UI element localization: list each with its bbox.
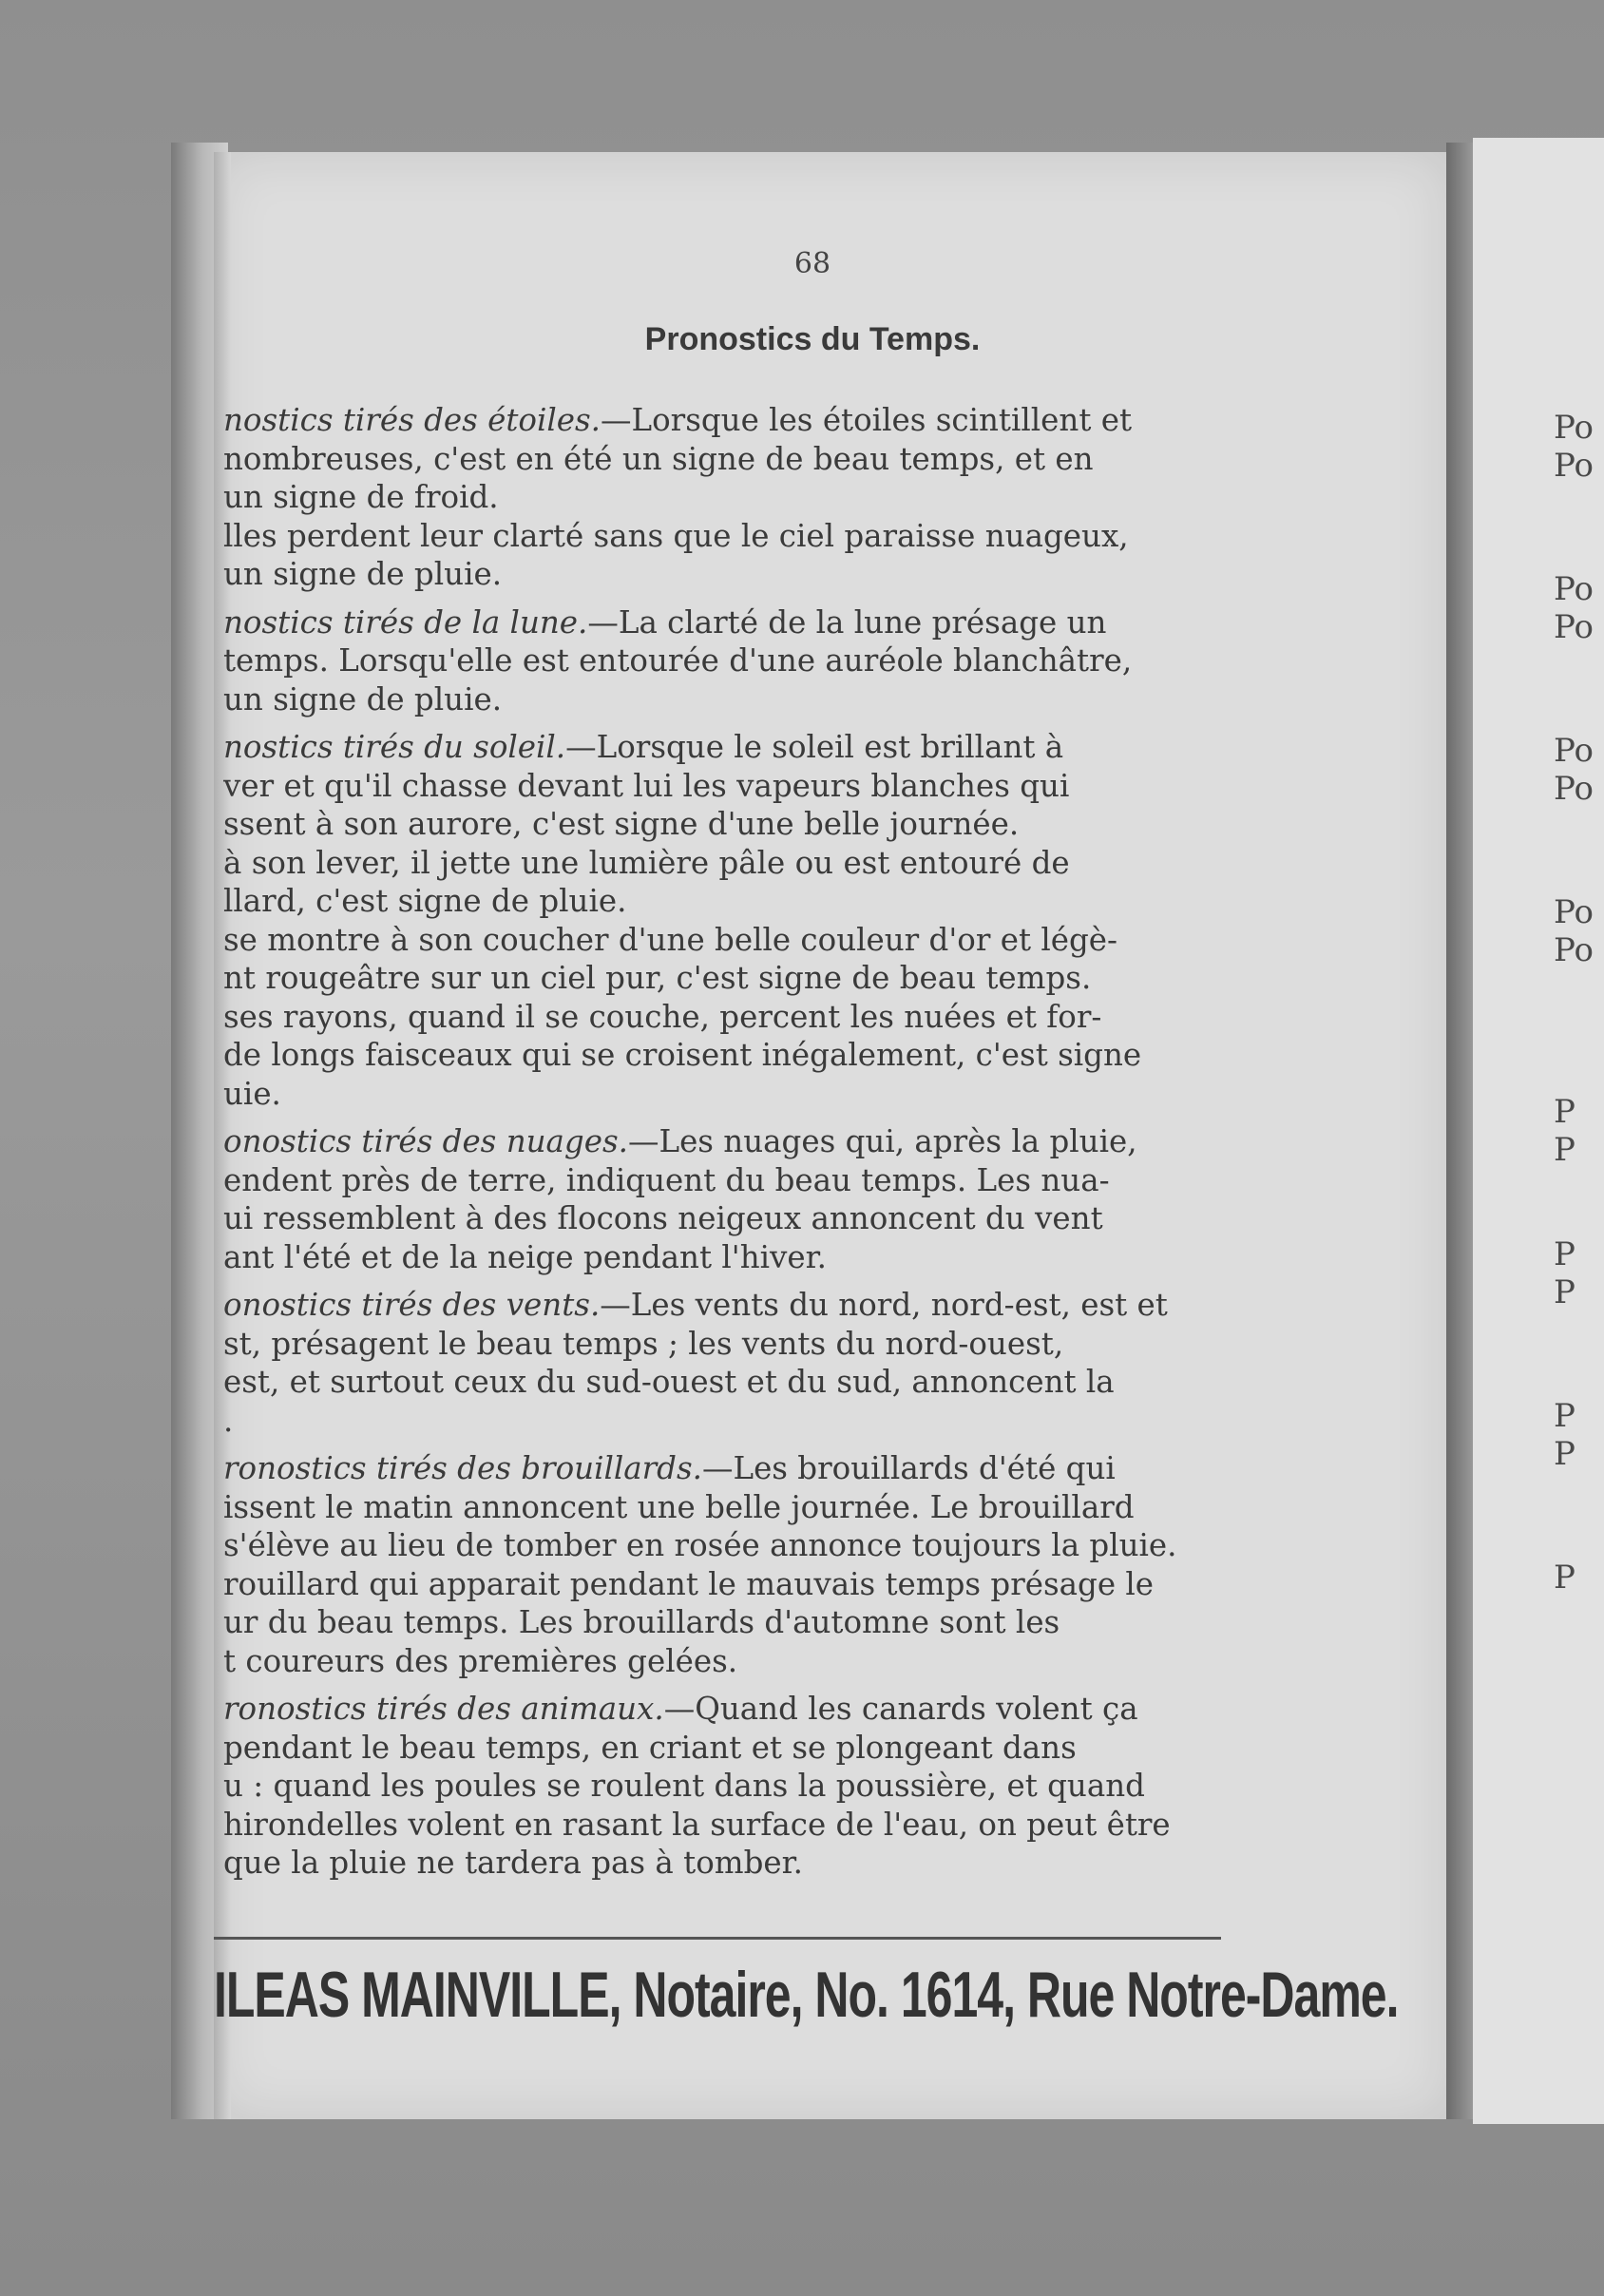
right-page-text-fragment: P xyxy=(1554,1559,1575,1597)
text-line xyxy=(223,1036,1221,1075)
line-text: . xyxy=(223,1402,234,1439)
advertisement-footer: ILEAS MAINVILLE, Notaire, No. 1614, Rue Notre-Dame. xyxy=(214,1959,1399,2031)
text-line xyxy=(223,478,1221,517)
line-text: est, et surtout ceux du sud-ouest et du sud, annoncent la xyxy=(223,1364,1115,1400)
line-text: lles perdent leur clarté sans que le ciel paraisse nuageux, xyxy=(223,517,1129,554)
right-page-text-fragment: Po xyxy=(1554,447,1594,485)
line-text: pendant le beau temps, en criant et se plongeant dans xyxy=(223,1729,1077,1766)
text-line xyxy=(223,401,1221,440)
text-line xyxy=(223,1199,1221,1238)
line-text: un signe de pluie. xyxy=(223,556,503,592)
page-body xyxy=(223,401,1221,1883)
paragraph-gap xyxy=(223,1113,1221,1122)
text-line xyxy=(223,1161,1221,1200)
text-line xyxy=(223,440,1221,479)
text-line xyxy=(223,844,1221,883)
text-line xyxy=(223,1286,1221,1325)
line-text: ui ressemblent à des flocons neigeux annoncent du vent xyxy=(223,1200,1103,1236)
line-text: —Quand les canards volent ça xyxy=(663,1691,1138,1727)
text-line xyxy=(223,603,1221,642)
page-number: 68 xyxy=(793,247,831,280)
line-text: —Les nuages qui, après la pluie, xyxy=(627,1123,1137,1159)
text-line xyxy=(223,1526,1221,1565)
right-page-text-fragment: Po xyxy=(1554,893,1594,931)
paragraph-heading: onostics tirés des nuages. xyxy=(223,1123,628,1159)
right-page-text-fragment: P xyxy=(1554,1397,1575,1435)
line-text: de longs faisceaux qui se croisent inégalement, c'est signe xyxy=(223,1037,1142,1073)
line-text: hirondelles volent en rasant la surface de l'eau, on peut être xyxy=(223,1806,1171,1843)
text-line xyxy=(223,1122,1221,1161)
line-text: se montre à son coucher d'une belle couleur d'or et légè- xyxy=(223,921,1117,958)
text-line xyxy=(223,767,1221,806)
text-line xyxy=(223,517,1221,556)
text-line xyxy=(223,921,1221,960)
right-page-text-fragment: P xyxy=(1554,1235,1575,1273)
line-text: issent le matin annoncent une belle journée. Le brouillard xyxy=(223,1488,1135,1525)
line-text: nt rougeâtre sur un ciel pur, c'est signe de beau temps. xyxy=(223,960,1092,996)
paragraph-gap xyxy=(223,594,1221,603)
paragraph-heading: ronostics tirés des animaux. xyxy=(223,1691,664,1727)
text-line xyxy=(223,1565,1221,1604)
paragraph-gap xyxy=(223,1276,1221,1286)
line-text: —Lorsque les étoiles scintillent et xyxy=(601,402,1133,438)
right-page-text-fragment: Po xyxy=(1554,732,1594,770)
text-line xyxy=(223,1729,1221,1768)
line-text: —Lorsque le soleil est brillant à xyxy=(565,729,1064,765)
text-line xyxy=(223,1488,1221,1527)
text-line xyxy=(223,1603,1221,1642)
line-text: temps. Lorsqu'elle est entourée d'une auréole blanchâtre, xyxy=(223,642,1133,679)
text-line xyxy=(223,1767,1221,1806)
line-text: ses rayons, quand il se couche, percent les nuées et for- xyxy=(223,998,1102,1035)
text-line xyxy=(223,1402,1221,1441)
text-line xyxy=(223,1325,1221,1364)
page-title: Pronostics du Temps. xyxy=(644,321,981,357)
text-line xyxy=(223,1642,1221,1681)
paragraph-heading: nostics tirés du soleil. xyxy=(223,729,566,765)
text-line xyxy=(223,641,1221,680)
line-text: t coureurs des premières gelées. xyxy=(223,1642,738,1679)
right-page-text-fragment: Po xyxy=(1554,570,1594,608)
right-page-text-fragment: Po xyxy=(1554,931,1594,969)
line-text: st, présagent le beau temps ; les vents du nord-ouest, xyxy=(223,1325,1064,1362)
line-text: —La clarté de la lune présage un xyxy=(587,603,1107,641)
line-text: à son lever, il jette une lumière pâle ou est entouré de xyxy=(223,844,1070,881)
book-page xyxy=(214,152,1449,2119)
line-text: endent près de terre, indiquent du beau temps. Les nua- xyxy=(223,1161,1110,1198)
line-text: un signe de froid. xyxy=(223,479,499,515)
page-gap-shadow xyxy=(1446,143,1475,2119)
text-line xyxy=(223,805,1221,844)
text-line xyxy=(223,959,1221,998)
text-line xyxy=(223,680,1221,719)
paragraph-gap xyxy=(223,1440,1221,1449)
footer-rule xyxy=(214,1937,1221,1940)
line-text: u : quand les poules se roulent dans la poussière, et quand xyxy=(223,1768,1145,1804)
line-text: ant l'été et de la neige pendant l'hiver. xyxy=(223,1238,827,1275)
line-text: rouillard qui apparait pendant le mauvais temps présage le xyxy=(223,1565,1155,1602)
paragraph-heading: nostics tirés de la lune. xyxy=(223,603,588,641)
right-page-text-fragment: P xyxy=(1554,1093,1575,1131)
text-line xyxy=(223,1844,1221,1883)
paragraph-heading: ronostics tirés des brouillards. xyxy=(223,1450,702,1486)
paragraph-gap xyxy=(223,1680,1221,1690)
line-text: ssent à son aurore, c'est signe d'une belle journée. xyxy=(223,806,1020,842)
right-page-text-fragment: Po xyxy=(1554,409,1594,447)
text-line xyxy=(223,728,1221,767)
line-text: —Les brouillards d'été qui xyxy=(701,1450,1116,1486)
paragraph-heading: nostics tirés des étoiles. xyxy=(223,402,602,438)
text-line xyxy=(223,1075,1221,1114)
text-line xyxy=(223,1690,1221,1729)
line-text: nombreuses, c'est en été un signe de beau temps, et en xyxy=(223,440,1094,477)
text-line xyxy=(223,998,1221,1037)
line-text: que la pluie ne tardera pas à tomber. xyxy=(223,1845,803,1881)
text-line xyxy=(223,1363,1221,1402)
line-text: ur du beau temps. Les brouillards d'automne sont les xyxy=(223,1604,1060,1640)
line-text: uie. xyxy=(223,1075,281,1112)
line-text: ver et qu'il chasse devant lui les vapeurs blanches qui xyxy=(223,767,1070,804)
right-page-text-fragment: P xyxy=(1554,1273,1575,1311)
line-text: un signe de pluie. xyxy=(223,680,503,718)
adjacent-page-fragment xyxy=(1473,138,1604,2124)
text-line xyxy=(223,555,1221,594)
paragraph-gap xyxy=(223,718,1221,728)
paragraph-heading: onostics tirés des vents. xyxy=(223,1287,601,1323)
line-text: —Les vents du nord, nord-est, est et xyxy=(600,1287,1168,1323)
line-text: s'élève au lieu de tomber en rosée annonce toujours la pluie. xyxy=(223,1527,1177,1563)
text-line xyxy=(223,882,1221,921)
right-page-text-fragment: P xyxy=(1554,1435,1575,1473)
right-page-text-fragment: Po xyxy=(1554,608,1594,646)
right-page-text-fragment: P xyxy=(1554,1131,1575,1169)
right-page-text-fragment: Po xyxy=(1554,770,1594,808)
text-line xyxy=(223,1238,1221,1277)
text-line xyxy=(223,1806,1221,1845)
text-line xyxy=(223,1449,1221,1488)
line-text: llard, c'est signe de pluie. xyxy=(223,883,627,919)
